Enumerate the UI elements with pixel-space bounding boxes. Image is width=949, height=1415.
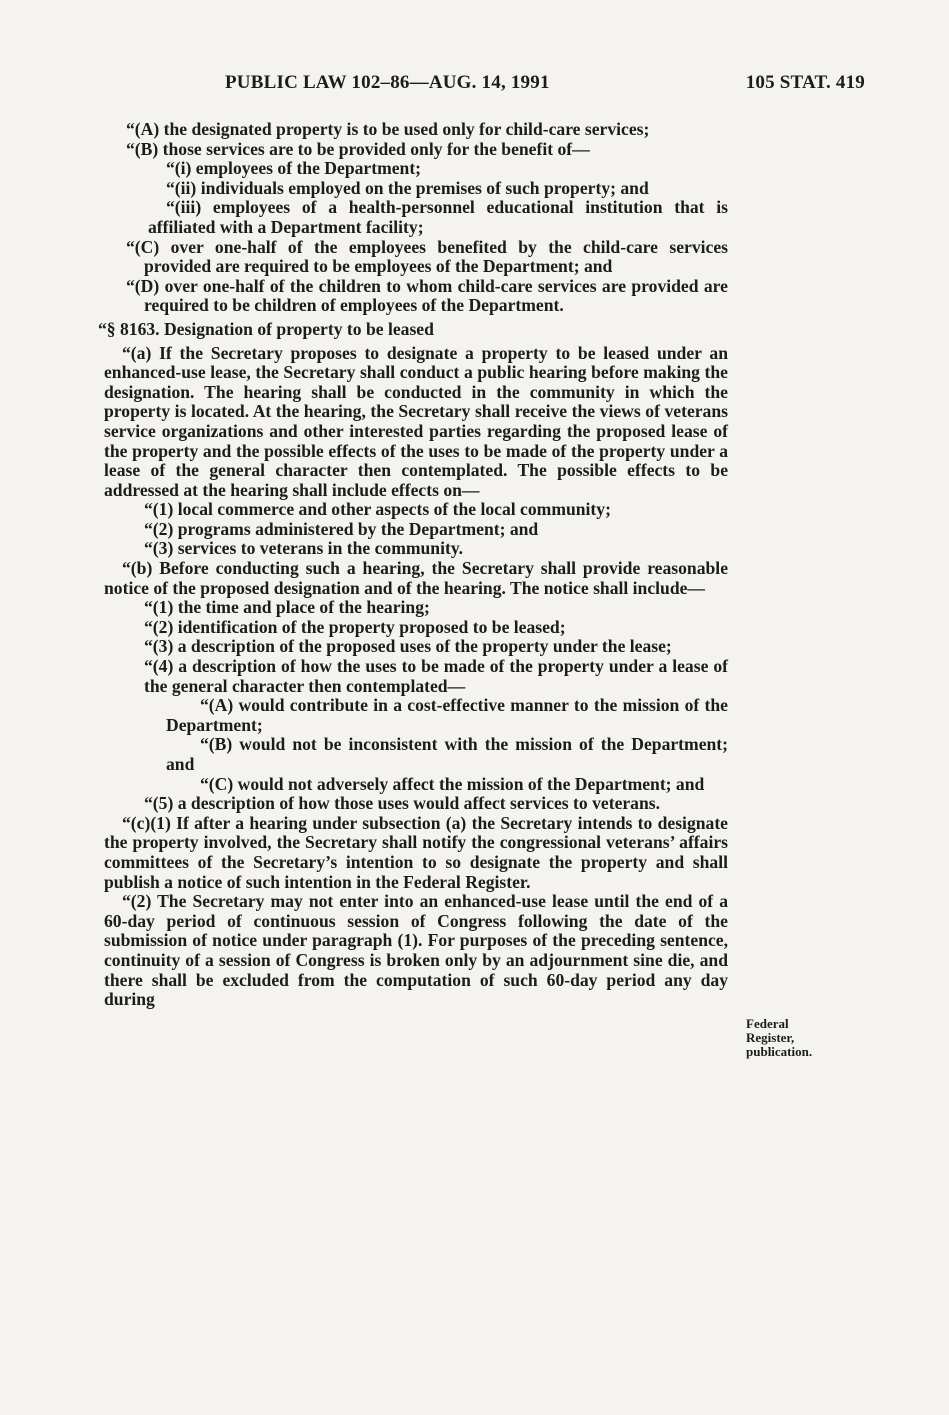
statute-text: [98, 119, 728, 1010]
paragraph: “(5) a description of how those uses would affect services to veterans.: [144, 793, 661, 814]
paragraph: “(ii) individuals employed on the premises of such property; and: [166, 177, 649, 198]
paragraph: “(C) would not adversely affect the mission of the Department; and: [200, 773, 705, 794]
running-header-stat-page: 105 STAT. 419: [745, 72, 865, 93]
section-heading: “§ 8163. Designation of property to be leased: [98, 318, 434, 339]
paragraph: “(2) The Secretary may not enter into an enhanced-use lease until the end of a 60-day period of continuous session of Congress following the date of the submission of notice under paragraph (1). For purposes of the preceding sentence, continuity of a session of Congress is broken only by an adjournment sine die, and there shall be excluded from the computation of such 60-day period any day during: [104, 891, 728, 1010]
paragraph: “(1) the time and place of the hearing;: [144, 597, 430, 618]
paragraph: “(2) programs administered by the Department; and: [144, 518, 539, 539]
running-header-title: PUBLIC LAW 102–86—AUG. 14, 1991: [225, 72, 550, 93]
paragraph: “(i) employees of the Department;: [166, 158, 422, 179]
margin-note-line: Register,: [746, 1030, 795, 1045]
paragraph: “(C) over one-half of the employees benefited by the child-care services provided are required to be employees of the Department; and: [126, 236, 728, 277]
paragraph: “(b) Before conducting such a hearing, the Secretary shall provide reasonable notice of the proposed designation and of the hearing. The notice shall include—: [104, 558, 728, 598]
paragraph: “(A) would contribute in a cost-effective manner to the mission of the Department;: [166, 695, 728, 735]
paragraph: “(2) identification of the property proposed to be leased;: [144, 616, 566, 637]
paragraph: “(3) a description of the proposed uses of the property under the lease;: [144, 636, 672, 657]
margin-note-line: Federal: [746, 1016, 789, 1031]
margin-note-line: publication.: [746, 1044, 813, 1059]
paragraph: “(3) services to veterans in the community.: [144, 538, 464, 559]
paragraph: “(A) the designated property is to be used only for child-care services;: [126, 119, 650, 139]
paragraph: “(B) would not be inconsistent with the mission of the Department; and: [166, 734, 728, 774]
paragraph: “(1) local commerce and other aspects of the local community;: [144, 499, 611, 520]
paragraph: “(B) those services are to be provided only for the benefit of—: [126, 138, 590, 159]
paragraph: “(c)(1) If after a hearing under subsection (a) the Secretary intends to designate the property involved, the Secretary shall notify the congressional veterans’ affairs committees of the Secretary’s intention to so designate the property and shall publish a notice of such intention in the Federal Register.: [104, 812, 728, 892]
paragraph: “(4) a description of how the uses to be made of the property under a lease of the general character then contemplated—: [144, 656, 728, 696]
paragraph: “(iii) employees of a health-personnel educational institution that is affiliated with a Department facility;: [148, 197, 728, 237]
paragraph: “(a) If the Secretary proposes to designate a property to be leased under an enhanced-use lease, the Secretary shall conduct a public hearing before making the designation. The hearing shall be conducted in the community in which the property is located. At the hearing, the Secretary shall receive the views of veterans service organizations and other interested parties regarding the proposed lease of the property and the possible effects of the uses to be made of the property under a lease of the general character then contemplated. The possible effects to be addressed at the hearing shall include effects on—: [104, 342, 728, 500]
margin-note: [746, 1017, 812, 1059]
paragraph: “(D) over one-half of the children to whom child-care services are provided are required to be children of employees of the Department.: [126, 275, 728, 316]
